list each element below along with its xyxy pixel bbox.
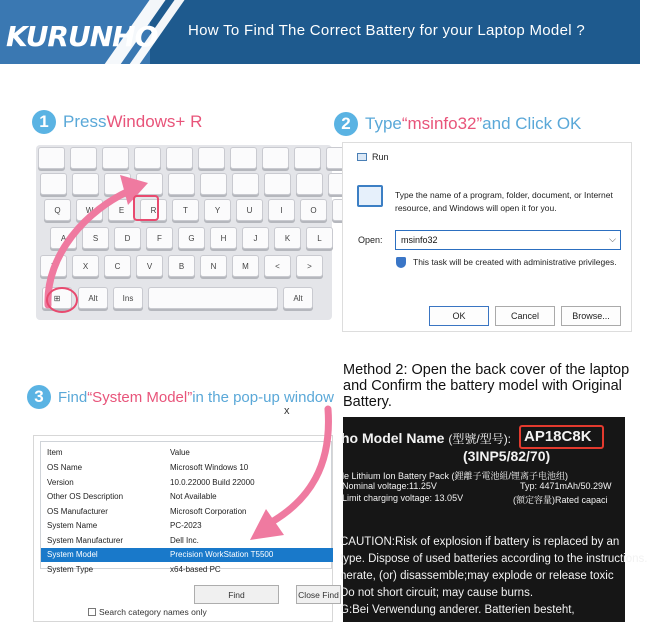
keyboard-key[interactable] <box>38 147 65 169</box>
keyboard-key[interactable] <box>230 147 257 169</box>
close-find-button[interactable]: Close Find <box>296 585 341 604</box>
run-dialog <box>342 142 632 332</box>
keyboard-key[interactable]: D <box>114 227 141 249</box>
battery-line-1: le Lithium Ion Battery Pack (鋰離子電池組/锂离子电池组) <box>342 471 569 481</box>
keyboard-key[interactable] <box>198 147 225 169</box>
shield-icon <box>396 257 406 268</box>
windows-logo-icon[interactable]: ⊞ <box>42 287 72 309</box>
keyboard-key[interactable]: L <box>306 227 333 249</box>
keyboard-key[interactable]: N <box>200 255 227 277</box>
keyboard-photo <box>36 145 332 320</box>
keyboard-key[interactable]: A <box>50 227 77 249</box>
keyboard-key[interactable]: T <box>172 199 199 221</box>
step-text-after: and Click OK <box>482 114 582 133</box>
run-title <box>357 152 389 162</box>
keyboard-key[interactable]: U <box>236 199 263 221</box>
keyboard-key[interactable] <box>166 147 193 169</box>
row-item: OS Manufacturer <box>47 506 108 516</box>
column-header-item: Item <box>47 448 63 457</box>
model-name-prefix: ho Model Name (型號/型号): <box>341 430 512 446</box>
battery-label-photo <box>340 417 647 622</box>
system-info-table <box>40 441 332 574</box>
row-value: Not Available <box>170 492 217 501</box>
keyboard-key[interactable]: M <box>232 255 259 277</box>
caution-line-1: CAUTION:Risk of explosion if battery is replaced by an <box>340 536 620 548</box>
ok-button[interactable]: OK <box>429 306 489 326</box>
brand-logo: KURUNHO <box>6 20 158 53</box>
keyboard-key[interactable]: Y <box>204 199 231 221</box>
open-input[interactable] <box>395 230 621 250</box>
run-icon <box>357 153 367 161</box>
keyboard-key[interactable] <box>70 147 97 169</box>
keyboard-key[interactable]: Alt <box>283 287 313 309</box>
table-row[interactable] <box>41 476 333 490</box>
row-value: Microsoft Windows 10 <box>170 463 249 472</box>
keyboard-key[interactable] <box>296 173 323 195</box>
keyboard-key[interactable]: Ins <box>113 287 143 309</box>
keyboard-key[interactable]: < <box>264 255 291 277</box>
chevron-down-icon[interactable]: ⌵ <box>609 234 616 244</box>
row-value: Dell Inc. <box>170 535 199 545</box>
keyboard-key[interactable] <box>40 173 67 195</box>
close-icon[interactable]: x <box>284 405 290 417</box>
keyboard-key[interactable]: > <box>296 255 323 277</box>
caution-line-3: nerate, (or) disassemble;may explode or release toxic <box>340 570 614 582</box>
keyboard-key[interactable] <box>262 147 289 169</box>
keyboard-key[interactable]: R <box>140 199 167 221</box>
system-information-window <box>33 435 339 622</box>
model-highlight <box>519 425 604 449</box>
caution-line-2: type. Dispose of used batteries according to the instructions. <box>340 553 647 565</box>
step-text-after: in the pop-up window <box>192 388 334 406</box>
find-button[interactable]: Find <box>194 585 279 604</box>
battery-model-sub: (3INP5/82/70) <box>463 448 551 464</box>
step-number-badge: 2 <box>334 112 358 136</box>
row-item: Version <box>47 477 74 487</box>
keyboard-key[interactable] <box>232 173 259 195</box>
keyboard-key[interactable]: H <box>210 227 237 249</box>
run-description: Type the name of a program, folder, document, or Internet resource, and Windows will open it for you. <box>395 190 613 213</box>
table-row[interactable] <box>41 548 333 562</box>
run-title-text: Run <box>372 152 389 162</box>
keyboard-key[interactable]: K <box>274 227 301 249</box>
keyboard-key[interactable]: Z <box>40 255 67 277</box>
caution-line-5: G:Bei Verwendung anderer. Batterien besteht, <box>340 604 575 616</box>
row-item: System Name <box>47 521 98 530</box>
keyboard-key[interactable]: G <box>178 227 205 249</box>
keyboard-key[interactable] <box>102 147 129 169</box>
row-value: 10.0.22000 Build 22000 <box>170 477 255 487</box>
table-row[interactable] <box>41 534 333 548</box>
keyboard-key[interactable]: F <box>146 227 173 249</box>
keyboard-key[interactable]: Alt <box>78 287 108 309</box>
keyboard-key[interactable] <box>148 287 278 309</box>
keyboard-key[interactable] <box>200 173 227 195</box>
step-number-badge: 3 <box>27 385 51 409</box>
step-1-heading <box>32 110 202 134</box>
table-row[interactable] <box>41 563 333 577</box>
keyboard-key[interactable] <box>264 173 291 195</box>
keyboard-key[interactable]: C <box>104 255 131 277</box>
keyboard-key[interactable] <box>136 173 163 195</box>
step-text: Type <box>365 114 402 133</box>
step-emphasis: “msinfo32” <box>401 114 483 133</box>
keyboard-key[interactable] <box>134 147 161 169</box>
caution-line-4: Do not short circuit; may cause burns. <box>340 587 534 599</box>
step-emphasis: “System Model” <box>87 388 193 406</box>
battery-line-2b: Typ: 4471mAh/50.29W <box>520 481 612 491</box>
row-item: OS Name <box>47 463 83 472</box>
keyboard-key[interactable]: O <box>300 199 327 221</box>
search-category-checkbox[interactable] <box>88 607 207 617</box>
row-value: x64-based PC <box>170 564 221 574</box>
table-header <box>41 446 333 460</box>
keyboard-key[interactable]: Q <box>44 199 71 221</box>
keyboard-key[interactable] <box>168 173 195 195</box>
step-text: Find <box>58 388 88 406</box>
admin-note: This task will be created with administrative privileges. <box>413 257 617 267</box>
keyboard-key[interactable]: I <box>268 199 295 221</box>
keyboard-key[interactable]: X <box>72 255 99 277</box>
keyboard-key[interactable]: J <box>242 227 269 249</box>
battery-model: AP18C8K <box>524 428 592 445</box>
run-app-icon <box>357 185 383 207</box>
step-emphasis: Windows+ R <box>106 112 203 131</box>
battery-line-2a: Nominal voltage:11.25V <box>342 481 437 491</box>
row-item: System Manufacturer <box>47 535 124 545</box>
search-category-label: Search category names only <box>99 607 207 617</box>
row-item: System Type <box>47 564 94 574</box>
row-item: System Model <box>47 550 98 559</box>
browse-button[interactable]: Browse... <box>561 306 621 326</box>
column-header-value: Value <box>170 448 190 457</box>
keyboard-key[interactable] <box>104 173 131 195</box>
keyboard-key[interactable] <box>72 173 99 195</box>
open-input-value: msinfo32 <box>401 235 438 245</box>
page-title: How To Find The Correct Battery for your Laptop Model ? <box>188 22 585 39</box>
row-value: Precision WorkStation T5500 <box>170 550 274 559</box>
battery-line-3a: Limit charging voltage: 13.05V <box>342 493 464 503</box>
keyboard-key[interactable]: V <box>136 255 163 277</box>
step-number-badge: 1 <box>32 110 56 134</box>
battery-line-3b: (額定容量)Rated capaci <box>513 495 608 505</box>
checkbox-box[interactable] <box>88 608 96 616</box>
step-2-heading <box>334 112 581 136</box>
keyboard-key[interactable] <box>294 147 321 169</box>
keyboard-key[interactable]: W <box>76 199 103 221</box>
row-item: Other OS Description <box>47 492 124 501</box>
method-2-text: Method 2: Open the back cover of the laptop and Confirm the battery model with Original Battery. <box>343 362 630 410</box>
keyboard-key[interactable]: E <box>108 199 135 221</box>
table-row[interactable] <box>41 505 333 519</box>
row-value: PC-2023 <box>170 521 202 530</box>
table-row[interactable] <box>41 490 333 504</box>
open-label: Open: <box>358 235 383 245</box>
keyboard-key[interactable]: B <box>168 255 195 277</box>
header-banner <box>0 0 640 64</box>
row-value: Microsoft Corporation <box>170 506 247 516</box>
table-row[interactable] <box>41 519 333 533</box>
cancel-button[interactable]: Cancel <box>495 306 555 326</box>
step-text: Press <box>63 112 107 131</box>
table-row[interactable] <box>41 461 333 475</box>
keyboard-key[interactable]: S <box>82 227 109 249</box>
